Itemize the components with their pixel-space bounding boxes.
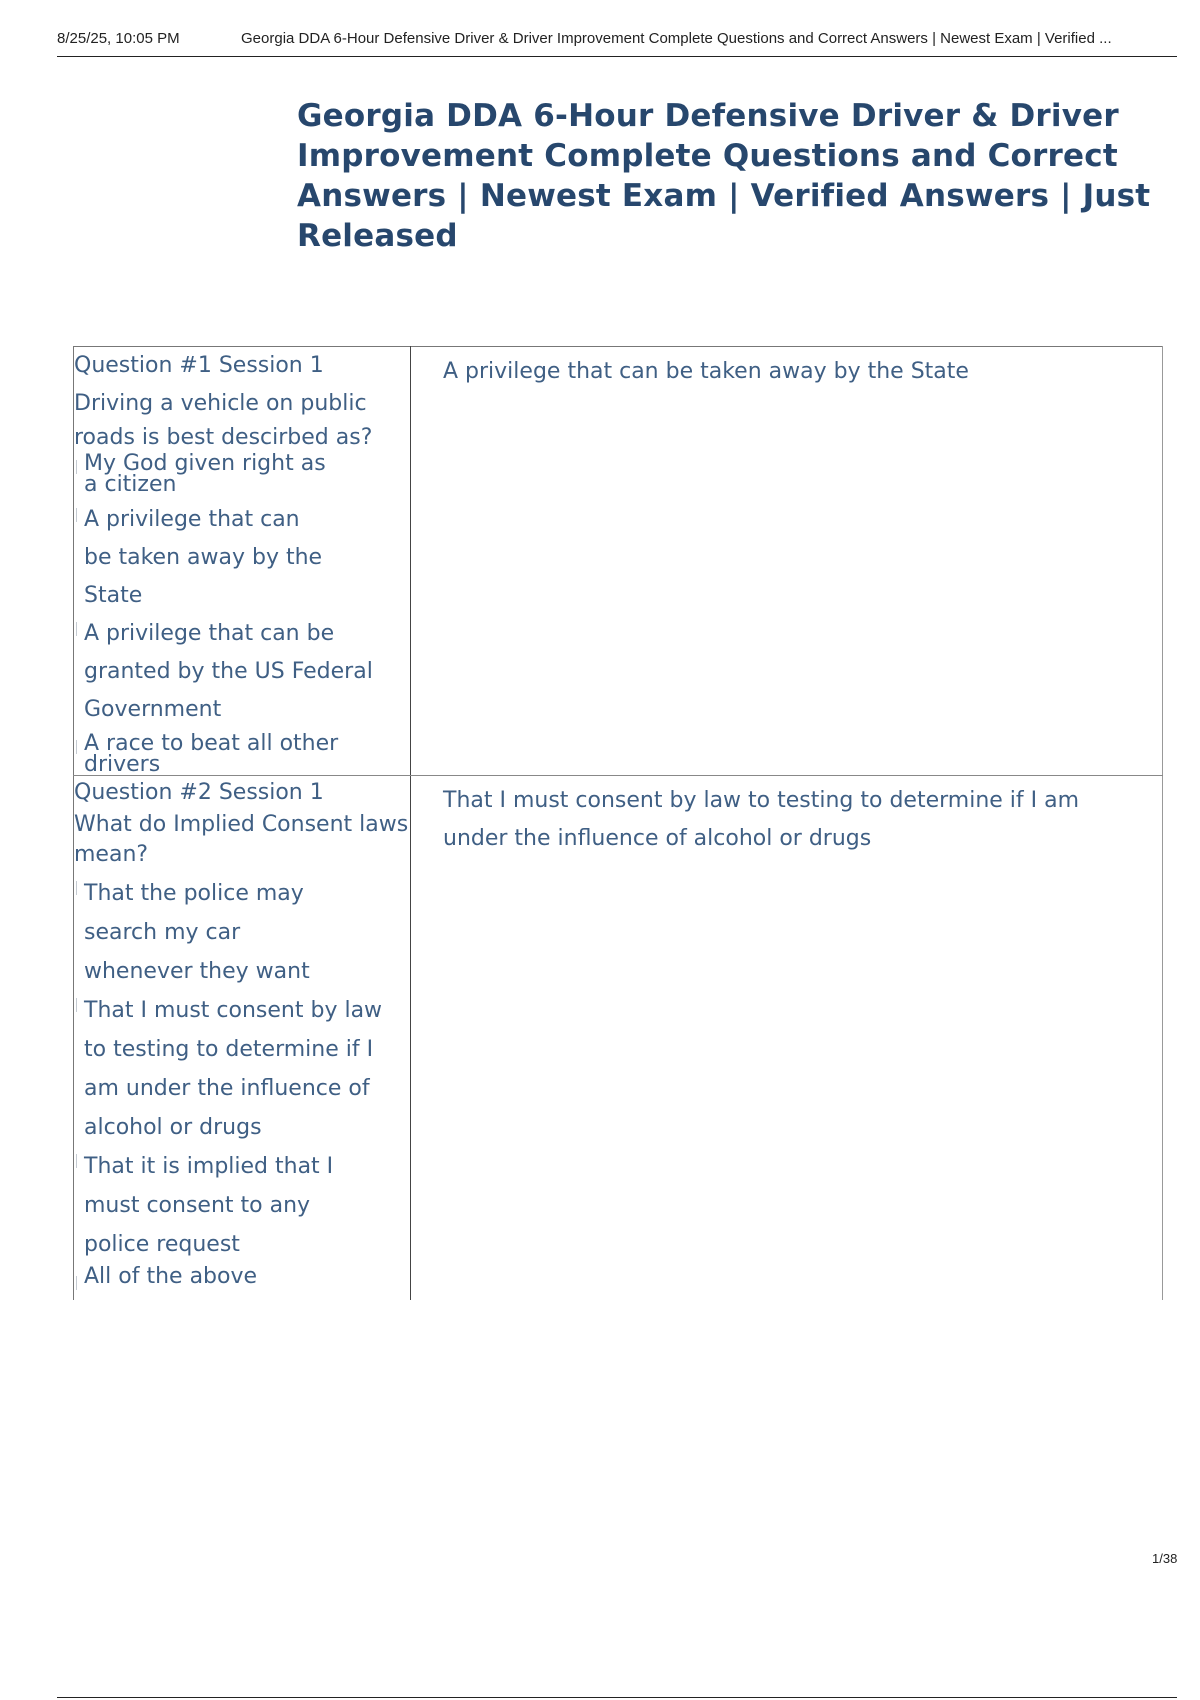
print-header	[57, 26, 1177, 57]
question-2-option-4: All of the above	[74, 1264, 410, 1290]
qa-row-1	[74, 347, 1163, 776]
qa-row-2	[74, 776, 1163, 1301]
answer-1: A privilege that can be taken away by the State	[443, 359, 969, 384]
question-1-line-1: Question #1 Session 1	[74, 353, 324, 378]
page-number: 1/38	[1152, 1551, 1178, 1566]
answer-cell-1	[411, 347, 1163, 776]
qa-table	[73, 346, 1163, 1300]
document-title: Georgia DDA 6-Hour Defensive Driver & Driver Improvement Complete Questions and Correct Answers | Newest Exam | Verified Answers | Just Released	[297, 98, 1151, 254]
answer-2: That I must consent by law to testing to determine if I am under the influence of alcohol or drugs	[443, 788, 1080, 851]
question-1-line-2: Driving a vehicle on public	[74, 391, 367, 416]
question-2-line-1: Question #2 Session 1	[74, 780, 324, 805]
footer-rule	[57, 1697, 1177, 1698]
print-timestamp: 8/25/25, 10:05 PM	[57, 30, 180, 47]
question-1-option-3: A privilege that can be granted by the US Federal Government	[74, 615, 384, 729]
question-cell-2	[74, 776, 411, 1301]
question-2-option-2: That I must consent by law to testing to determine if I am under the influence of alcohol or drugs	[74, 991, 384, 1147]
question-1-line-3: roads is best descirbed as?	[74, 425, 373, 450]
question-2-option-3: That it is implied that I must consent to any police request	[74, 1147, 344, 1264]
answer-cell-2	[411, 776, 1163, 1301]
question-cell-1	[74, 347, 411, 776]
print-header-title: Georgia DDA 6-Hour Defensive Driver & Driver Improvement Complete Questions and Correct Answers | Newest Exam | Verified ...	[241, 30, 1112, 47]
question-2-option-1: That the police may search my car whenever they want	[74, 874, 344, 991]
question-2-line-2: What do Implied Consent laws mean?	[74, 812, 409, 867]
question-1-option-4: A race to beat all other drivers	[74, 733, 344, 775]
question-1-option-2: A privilege that can be taken away by the State	[74, 501, 334, 615]
question-1-option-1: My God given right as a citizen	[74, 453, 334, 495]
